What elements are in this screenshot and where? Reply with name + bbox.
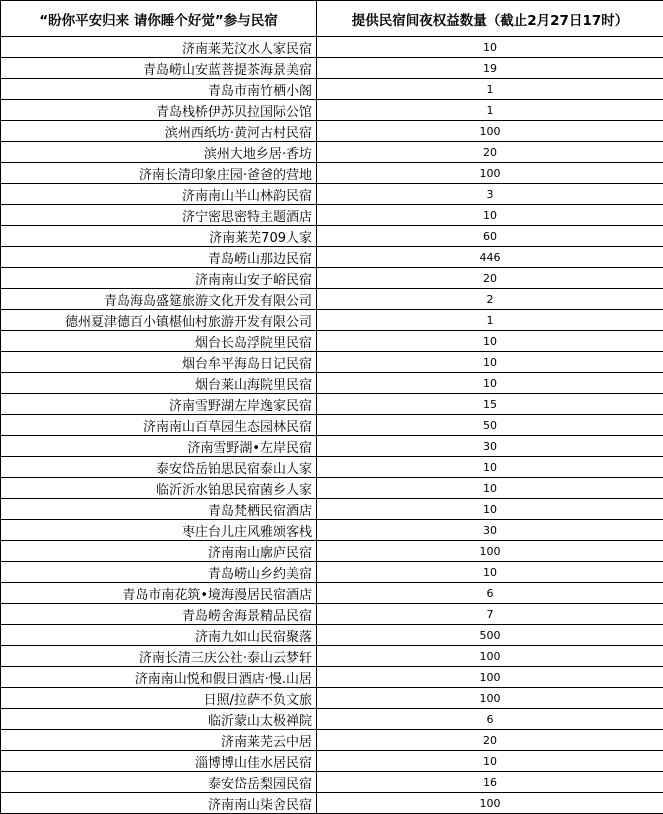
room-nights-cell: 19 <box>317 58 663 79</box>
homestay-name-cell: 枣庄台儿庄风雅颂客栈 <box>1 520 317 541</box>
table-row <box>1 751 663 772</box>
homestay-name-cell: 济南莱芜汶水人家民宿 <box>1 37 317 58</box>
room-nights-cell: 10 <box>317 457 663 478</box>
table-row <box>1 520 663 541</box>
header-row <box>1 1 663 37</box>
table-row <box>1 121 663 142</box>
room-nights-cell: 2 <box>317 289 663 310</box>
homestay-name-cell: 济南南山百草园生态园林民宿 <box>1 415 317 436</box>
room-nights-cell: 20 <box>317 730 663 751</box>
table-row <box>1 247 663 268</box>
homestay-name-cell: 青岛崂山安蓝菩提茶海景美宿 <box>1 58 317 79</box>
table-row <box>1 667 663 688</box>
table-row <box>1 688 663 709</box>
table-row <box>1 184 663 205</box>
table-row <box>1 541 663 562</box>
room-nights-cell: 446 <box>317 247 663 268</box>
homestay-name-cell: 济南莱芜云中居 <box>1 730 317 751</box>
room-nights-cell: 100 <box>317 163 663 184</box>
room-nights-cell: 60 <box>317 226 663 247</box>
homestay-name-cell: 青岛海岛盛筵旅游文化开发有限公司 <box>1 289 317 310</box>
room-nights-cell: 10 <box>317 562 663 583</box>
homestay-name-cell: 泰安岱岳梨园民宿 <box>1 772 317 793</box>
table-row <box>1 772 663 793</box>
room-nights-cell: 10 <box>317 205 663 226</box>
homestay-name-cell: 青岛崂舍海景精品民宿 <box>1 604 317 625</box>
room-nights-cell: 100 <box>317 646 663 667</box>
room-nights-cell: 100 <box>317 793 663 814</box>
homestay-name-cell: 泰安岱岳铂思民宿泰山人家 <box>1 457 317 478</box>
room-nights-cell: 100 <box>317 667 663 688</box>
table-row <box>1 436 663 457</box>
room-nights-cell: 10 <box>317 352 663 373</box>
homestay-name-cell: 济南南山半山林韵民宿 <box>1 184 317 205</box>
room-nights-cell: 7 <box>317 604 663 625</box>
homestay-name-cell: 临沂沂水铂思民宿菌乡人家 <box>1 478 317 499</box>
homestay-name-cell: 济南南山廓庐民宿 <box>1 541 317 562</box>
table-row <box>1 100 663 121</box>
room-nights-cell: 10 <box>317 751 663 772</box>
table-row <box>1 289 663 310</box>
table-row <box>1 793 663 814</box>
table-row <box>1 142 663 163</box>
homestay-name-cell: 青岛栈桥伊苏贝拉国际公馆 <box>1 100 317 121</box>
room-nights-cell: 3 <box>317 184 663 205</box>
room-nights-cell: 10 <box>317 37 663 58</box>
table-row <box>1 478 663 499</box>
homestay-name-cell: 青岛梵栖民宿酒店 <box>1 499 317 520</box>
room-nights-cell: 30 <box>317 520 663 541</box>
room-nights-cell: 6 <box>317 583 663 604</box>
homestay-name-cell: 青岛市南竹栖小阁 <box>1 79 317 100</box>
homestay-name-cell: 济南雪野湖左岸逸家民宿 <box>1 394 317 415</box>
table-row <box>1 730 663 751</box>
homestay-name-cell: 滨州大地乡居·香坊 <box>1 142 317 163</box>
room-nights-cell: 20 <box>317 142 663 163</box>
room-nights-cell: 1 <box>317 310 663 331</box>
homestay-name-cell: 济南长清印象庄园·爸爸的营地 <box>1 163 317 184</box>
homestay-name-cell: 烟台牟平海岛日记民宿 <box>1 352 317 373</box>
homestay-name-cell: 济南南山柒舍民宿 <box>1 793 317 814</box>
room-nights-cell: 100 <box>317 121 663 142</box>
table-row <box>1 163 663 184</box>
table-row <box>1 415 663 436</box>
table-row <box>1 625 663 646</box>
room-nights-cell: 10 <box>317 499 663 520</box>
homestay-name-cell: 德州夏津德百小镇椹仙村旅游开发有限公司 <box>1 310 317 331</box>
table-row <box>1 583 663 604</box>
table-row <box>1 37 663 58</box>
homestay-name-cell: 临沂蒙山太极禅院 <box>1 709 317 730</box>
table-row <box>1 58 663 79</box>
table-row <box>1 205 663 226</box>
homestay-name-cell: 青岛崂山那边民宿 <box>1 247 317 268</box>
room-nights-cell: 10 <box>317 373 663 394</box>
homestay-name-cell: 青岛崂山乡约美宿 <box>1 562 317 583</box>
table-row <box>1 709 663 730</box>
homestay-name-cell: 济南雪野湖•左岸民宿 <box>1 436 317 457</box>
homestay-name-cell: 济南长清三庆公社·泰山云梦轩 <box>1 646 317 667</box>
homestay-name-cell: 青岛市南花筑•境海漫居民宿酒店 <box>1 583 317 604</box>
room-nights-cell: 10 <box>317 478 663 499</box>
room-nights-cell: 10 <box>317 331 663 352</box>
table-row <box>1 394 663 415</box>
table-row <box>1 310 663 331</box>
table-row <box>1 79 663 100</box>
room-nights-cell: 500 <box>317 625 663 646</box>
table-row <box>1 373 663 394</box>
table-row <box>1 331 663 352</box>
table-row <box>1 499 663 520</box>
table-row <box>1 604 663 625</box>
table-row <box>1 226 663 247</box>
homestay-name-cell: 济南九如山民宿聚落 <box>1 625 317 646</box>
room-nights-cell: 20 <box>317 268 663 289</box>
room-nights-cell: 30 <box>317 436 663 457</box>
table-row <box>1 646 663 667</box>
homestay-name-cell: 济南莱芜709人家 <box>1 226 317 247</box>
room-nights-cell: 6 <box>317 709 663 730</box>
header-room-nights: 提供民宿间夜权益数量（截止2月27日17时） <box>317 1 663 37</box>
room-nights-cell: 1 <box>317 79 663 100</box>
room-nights-cell: 16 <box>317 772 663 793</box>
homestay-name-cell: 烟台长岛浮院里民宿 <box>1 331 317 352</box>
homestay-name-cell: 烟台莱山海院里民宿 <box>1 373 317 394</box>
room-nights-cell: 100 <box>317 688 663 709</box>
room-nights-cell: 15 <box>317 394 663 415</box>
room-nights-cell: 100 <box>317 541 663 562</box>
homestay-name-cell: 济宁密思密特主题酒店 <box>1 205 317 226</box>
homestay-name-cell: 济南南山安子峪民宿 <box>1 268 317 289</box>
homestay-name-cell: 济南南山悦和假日酒店·慢.山居 <box>1 667 317 688</box>
table-row <box>1 562 663 583</box>
homestay-name-cell: 淄博博山佳水居民宿 <box>1 751 317 772</box>
homestay-name-cell: 日照/拉萨不负文旅 <box>1 688 317 709</box>
table-row <box>1 268 663 289</box>
table-row <box>1 457 663 478</box>
room-nights-cell: 50 <box>317 415 663 436</box>
table-row <box>1 352 663 373</box>
header-homestay-name: “盼你平安归来 请你睡个好觉”参与民宿 <box>1 1 317 37</box>
room-nights-cell: 1 <box>317 100 663 121</box>
homestay-name-cell: 滨州西纸坊·黄河古村民宿 <box>1 121 317 142</box>
